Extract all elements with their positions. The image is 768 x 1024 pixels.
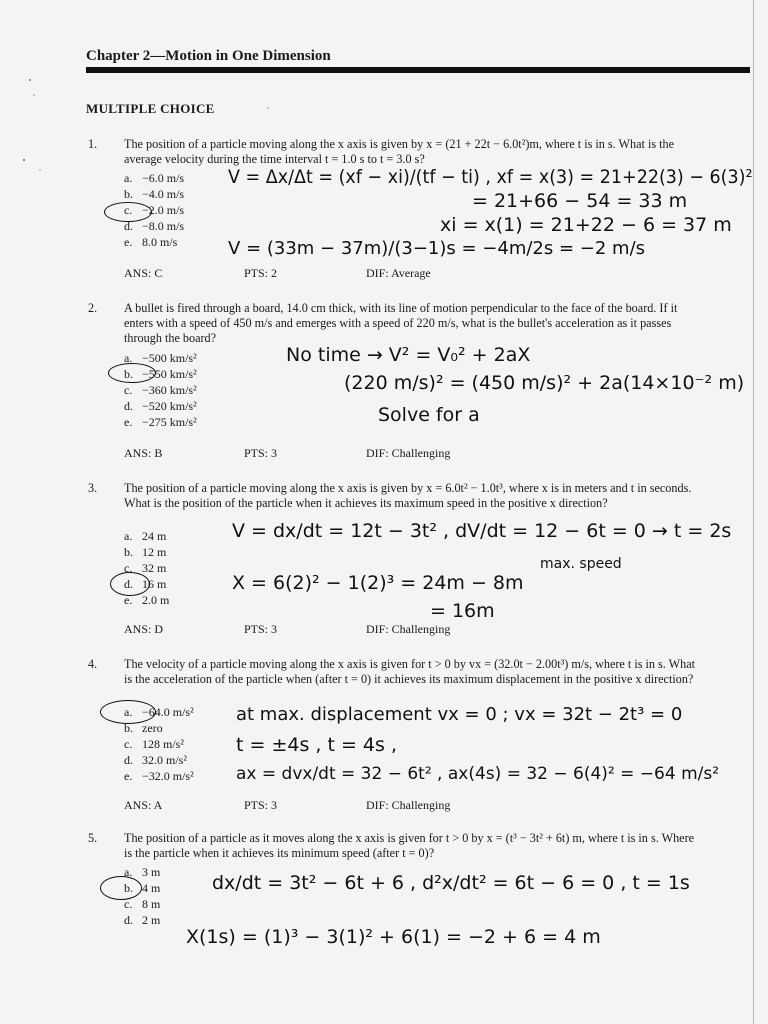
handwriting-q1-line4: V = (33m − 37m)/(3−1)s = −4m/2s = −2 m/s (228, 238, 646, 259)
option-b: b. −550 km/s² (124, 367, 197, 381)
option-a: a. 24 m (124, 529, 167, 543)
handwriting-q3-line4: = 16m (430, 600, 495, 622)
answer-meta-q1 (124, 266, 431, 281)
option-b: b. zero (124, 721, 163, 735)
option-a: a. −500 km/s² (124, 351, 197, 365)
handwriting-q1-line1: V = Δx/Δt = (xf − xi)/(tf − ti) , xf = x(3) = 21+22(3) − 6(3)² (228, 166, 753, 188)
option-b: b. −4.0 m/s (124, 187, 185, 201)
option-c: c. 8 m (124, 897, 161, 911)
option-b: b. 4 m (124, 881, 161, 895)
answer-key: ANS: D (124, 622, 164, 636)
options-q2 (124, 350, 197, 430)
option-d: d. 2 m (124, 913, 161, 927)
handwriting-q3-line2: max. speed (540, 556, 622, 572)
handwriting-q4-line3: ax = dvx/dt = 32 − 6t² , ax(4s) = 32 − 6(4)² = −64 m/s² (236, 764, 720, 784)
option-c: c. −2.0 m/s (124, 203, 185, 217)
handwriting-q5-line1: dx/dt = 3t² − 6t + 6 , d²x/dt² = 6t − 6 = 0 , t = 1s (212, 872, 690, 894)
option-a: a. −64.0 m/s² (124, 705, 194, 719)
question-5 (88, 831, 702, 861)
option-c: c. −360 km/s² (124, 383, 197, 397)
handwriting-q3-line1: V = dx/dt = 12t − 3t² , dV/dt = 12 − 6t = 0 → t = 2s (232, 520, 732, 542)
difficulty: DIF: Average (366, 266, 431, 280)
option-a: a. 3 m (124, 865, 161, 879)
question-stem: The velocity of a particle moving along the x axis is given for t > 0 by vx = (32.0t − 2.00t³) m/s, where t is in s. What is the acceleration of the particle when (after t = 0) it achieves its maximum displacement in the positive x direction? (124, 657, 696, 686)
answer-key: ANS: A (124, 798, 163, 812)
option-e: e. −32.0 m/s² (124, 769, 194, 783)
answer-key: ANS: B (124, 446, 163, 460)
handwriting-q3-line3: X = 6(2)² − 1(2)³ = 24m − 8m (232, 572, 524, 594)
option-e: e. 2.0 m (124, 593, 170, 607)
option-e: e. −275 km/s² (124, 415, 197, 429)
chapter-title: Chapter 2—Motion in One Dimension (86, 48, 331, 64)
answer-key: ANS: C (124, 266, 163, 280)
option-c: c. 128 m/s² (124, 737, 184, 751)
points: PTS: 3 (244, 446, 278, 460)
handwriting-q4-line1: at max. displacement vx = 0 ; vx = 32t − 2t³ = 0 (236, 704, 683, 725)
option-d: d. −8.0 m/s (124, 219, 185, 233)
question-stem: The position of a particle moving along the x axis is given by x = 6.0t² − 1.0t³, where x is in meters and t in seconds. What is the position of the particle when it achieves its maximum speed in the positive x direction? (124, 481, 692, 510)
option-c: c. 32 m (124, 561, 167, 575)
handwriting-q2-line2: (220 m/s)² = (450 m/s)² + 2a(14×10⁻² m) (344, 372, 745, 394)
question-4 (88, 657, 702, 687)
answer-circle-q4 (100, 700, 156, 724)
question-number: 3. (88, 481, 98, 495)
question-number: 5. (88, 831, 98, 845)
difficulty: DIF: Challenging (366, 798, 451, 812)
answer-meta-q2 (124, 446, 450, 461)
answer-circle-q2 (108, 363, 156, 383)
answer-circle-q1 (104, 202, 152, 222)
question-stem: The position of a particle moving along the x axis is given by x = (21 + 22t − 6.0t²)m, where t is in s. What is the average velocity during the time interval t = 1.0 s to t = 3.0 s? (124, 137, 675, 166)
points: PTS: 3 (244, 798, 278, 812)
option-b: b. 12 m (124, 545, 167, 559)
handwriting-q4-line2: t = ±4s , t = 4s , (236, 734, 397, 756)
options-q3 (124, 528, 169, 608)
difficulty: DIF: Challenging (366, 446, 451, 460)
answer-circle-q3 (110, 572, 150, 596)
answer-meta-q3 (124, 622, 450, 637)
handwriting-q2-line3: Solve for a (378, 404, 480, 426)
question-number: 1. (88, 137, 98, 151)
handwriting-q1-line2: = 21+66 − 54 = 33 m (472, 190, 688, 212)
option-d: d. −520 km/s² (124, 399, 197, 413)
question-1 (88, 137, 702, 167)
difficulty: DIF: Challenging (366, 622, 451, 636)
handwriting-q5-line2: X(1s) = (1)³ − 3(1)² + 6(1) = −2 + 6 = 4 m (186, 926, 601, 948)
option-d: d. 32.0 m/s² (124, 753, 187, 767)
option-a: a. −6.0 m/s (124, 171, 185, 185)
question-stem: A bullet is fired through a board, 14.0 cm thick, with its line of motion perpendicular to the face of the board. If it enters with a speed of 450 m/s and emerges with a speed of 220 m/s, what is the bullet's acceleration as it passes through the board? (124, 301, 678, 345)
question-number: 4. (88, 657, 98, 671)
points: PTS: 2 (244, 266, 278, 280)
answer-meta-q4 (124, 798, 450, 813)
title-rule (86, 67, 750, 73)
question-3 (88, 481, 702, 511)
question-stem: The position of a particle as it moves along the x axis is given for t > 0 by x = (t³ − 3t² + 6t) m, where t is in s. Where is the particle when it achieves its minimum speed (after t = 0)? (124, 831, 695, 860)
question-2 (88, 301, 702, 346)
question-number: 2. (88, 301, 98, 315)
handwriting-q2-line1: No time → V² = V₀² + 2aX (286, 344, 531, 366)
points: PTS: 3 (244, 622, 278, 636)
section-heading: MULTIPLE CHOICE (86, 101, 215, 116)
option-d: d. 16 m (124, 577, 167, 591)
answer-circle-q5 (100, 876, 142, 900)
handwriting-q1-line3: xi = x(1) = 21+22 − 6 = 37 m (440, 214, 732, 236)
option-e: e. 8.0 m/s (124, 235, 178, 249)
